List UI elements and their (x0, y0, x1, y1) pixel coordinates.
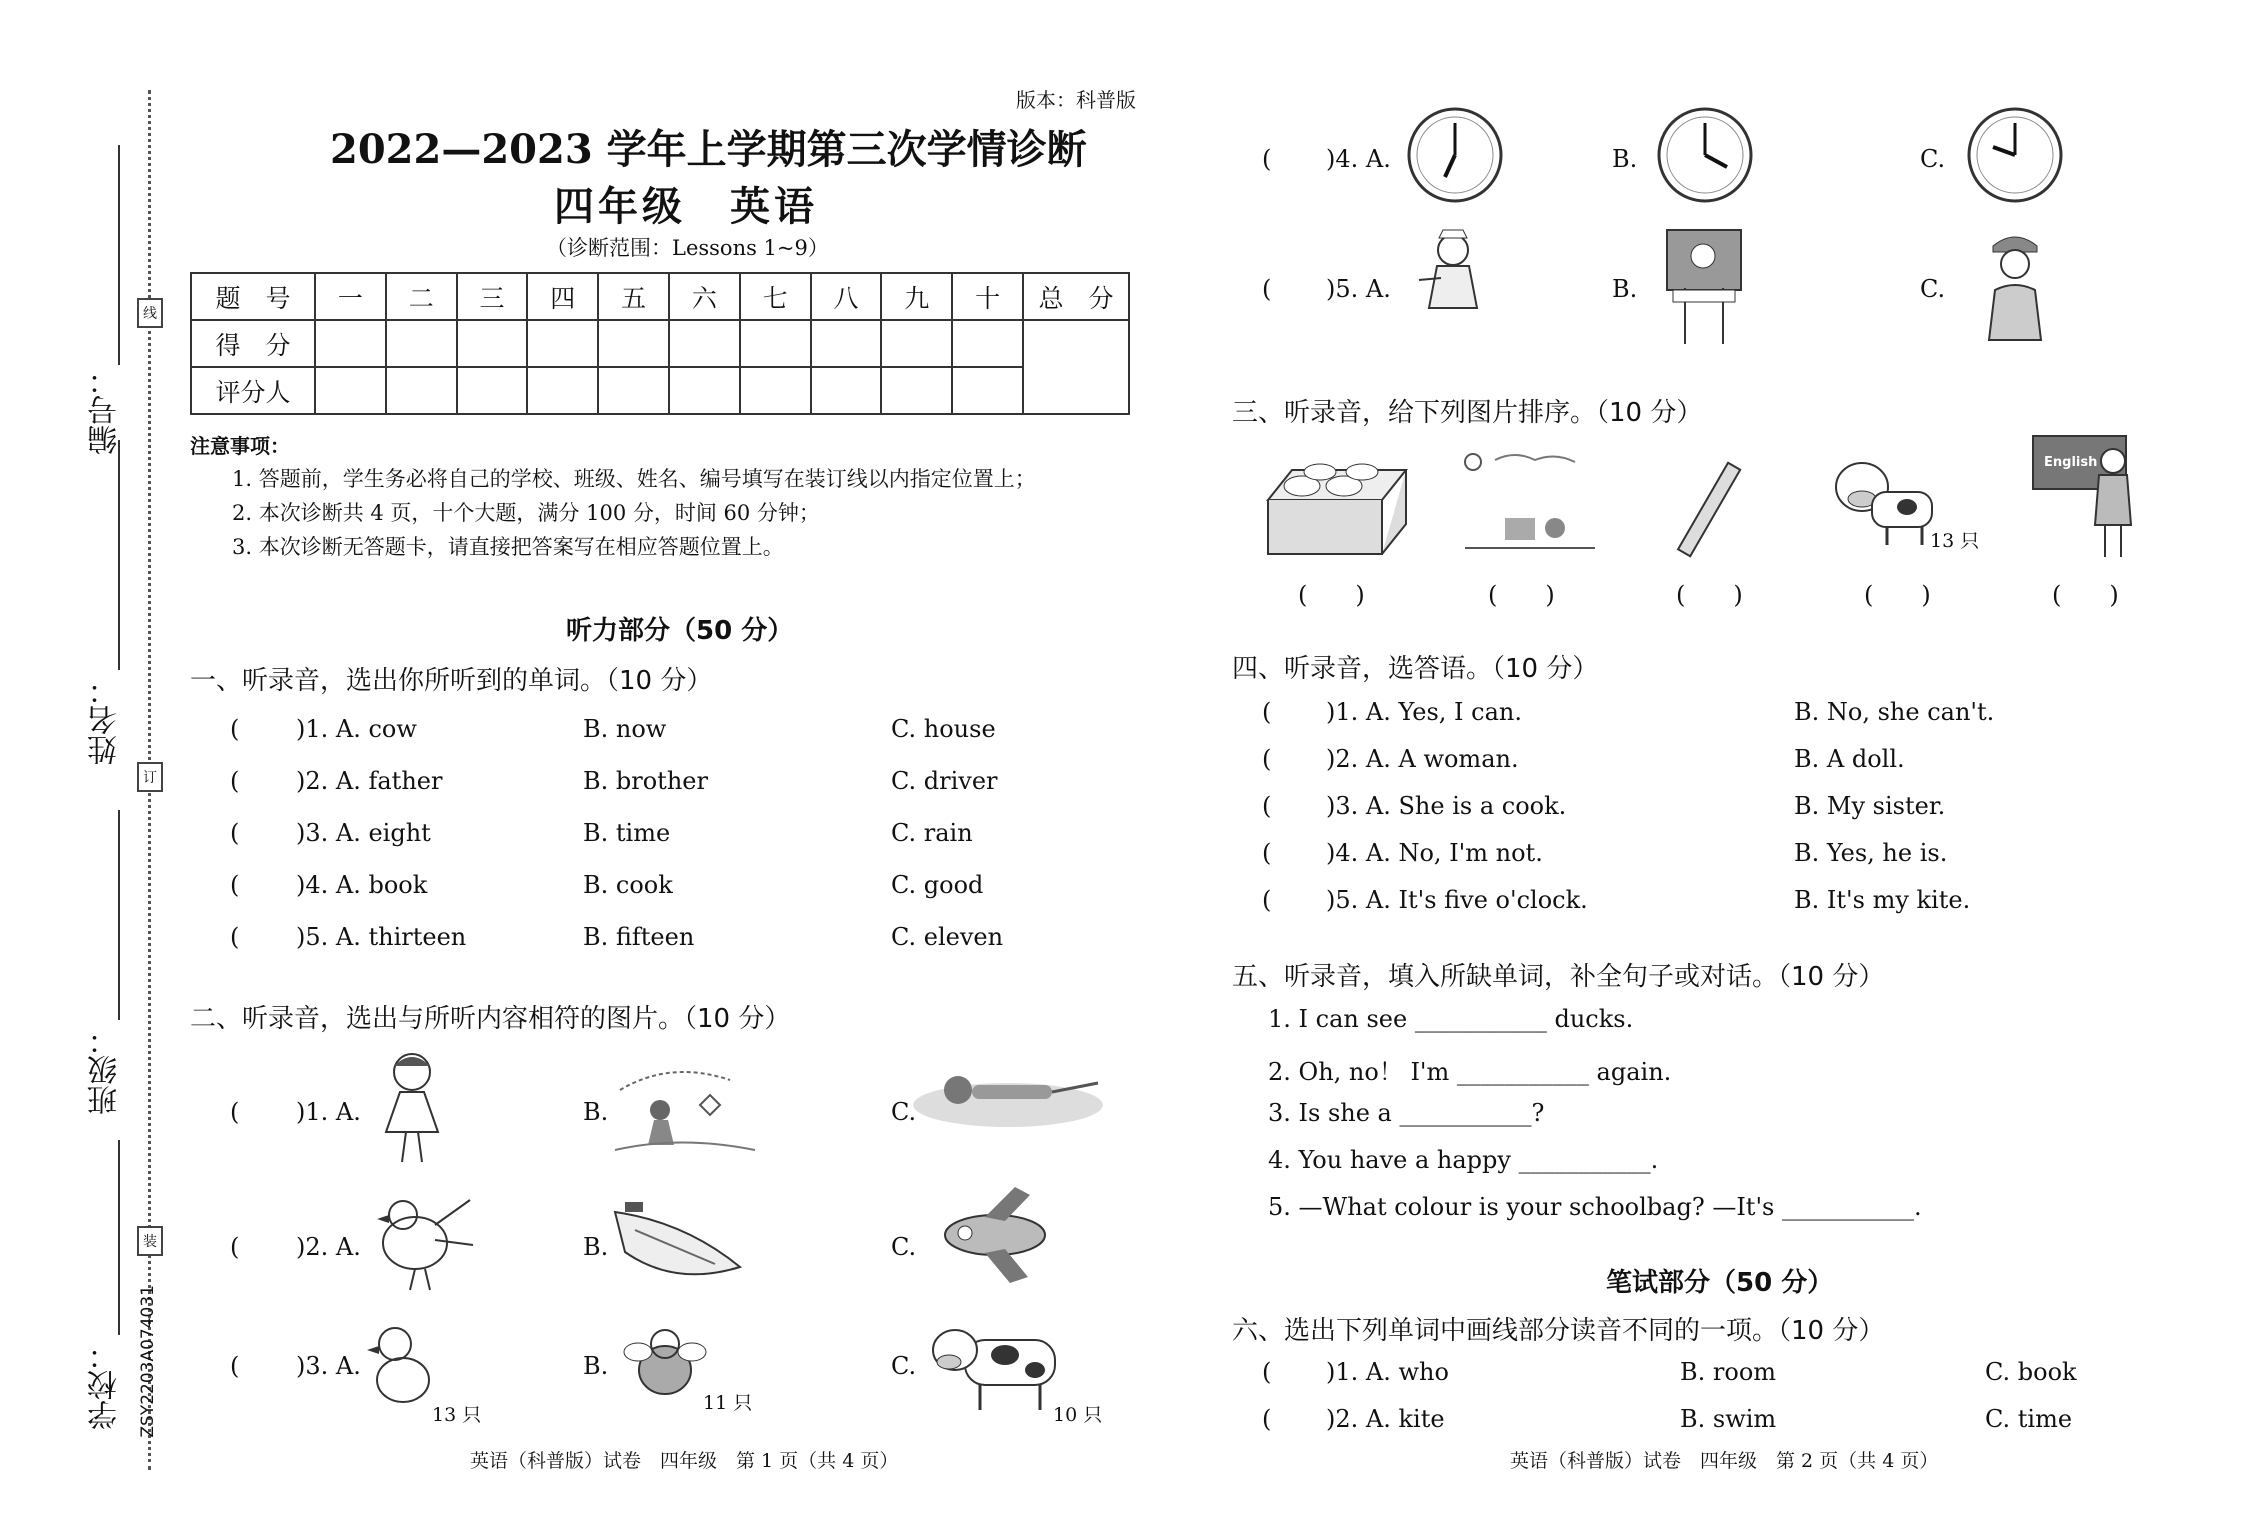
list-item[interactable]: )2. A. kite (1326, 1405, 1445, 1433)
score-header: 一 (315, 273, 386, 320)
section1-title: 一、听录音，选出你所听到的单词。（10 分） (190, 666, 713, 696)
clock-icon (1655, 105, 1755, 205)
answer-blank[interactable]: ( ) (2052, 581, 2119, 609)
grader-cell[interactable] (740, 367, 811, 414)
field-number[interactable] (118, 145, 120, 365)
score-header: 十 (952, 273, 1023, 320)
scope: （诊断范围：Lessons 1~9） (546, 236, 829, 260)
score-header: 七 (740, 273, 811, 320)
fill-blank-item[interactable]: 1. I can see ___________ ducks. (1268, 1005, 1634, 1033)
list-item[interactable]: B. brother (583, 767, 708, 795)
score-row-label: 得 分 (191, 320, 315, 367)
field-class[interactable] (118, 810, 120, 1020)
girl-dancing-icon (372, 1050, 452, 1165)
list-item[interactable]: C. (891, 1098, 917, 1126)
clock-icon (1965, 105, 2065, 205)
airplane-icon (930, 1185, 1060, 1285)
score-header: 总 分 (1023, 273, 1129, 320)
footer-page-2: 英语（科普版）试卷 四年级 第 2 页（共 4 页） (1510, 1450, 1939, 1472)
score-table (190, 272, 1130, 415)
score-header: 四 (527, 273, 598, 320)
list-item[interactable]: )2. A. father (296, 767, 443, 795)
score-header: 题 号 (191, 273, 315, 320)
score-table-header (191, 273, 1129, 320)
list-item[interactable]: C. good (891, 871, 984, 899)
notes-title: 注意事项： (190, 434, 290, 458)
list-item[interactable]: )3. A. (296, 1352, 361, 1380)
section2-title: 二、听录音，选出与所听内容相符的图片。（10 分） (190, 1004, 791, 1034)
ruler-icon (1670, 460, 1750, 560)
writing-title: 笔试部分（50 分） (1606, 1268, 1834, 1298)
count-label: 10 只 (1053, 1404, 1103, 1426)
score-cell[interactable] (669, 320, 740, 367)
score-header: 八 (811, 273, 882, 320)
total-score-cell[interactable] (1023, 320, 1129, 414)
note-item: 3. 本次诊断无答题卡，请直接把答案写在相应答题位置上。 (232, 535, 784, 559)
score-header: 六 (669, 273, 740, 320)
notes (232, 462, 1036, 564)
swimmer-icon (908, 1055, 1108, 1135)
grader-row (191, 367, 1129, 414)
list-item[interactable]: )1. A. (296, 1098, 361, 1126)
count-label: 11 只 (703, 1392, 753, 1414)
fill-blank-item[interactable]: 4. You have a happy ___________. (1268, 1146, 1659, 1174)
score-cell[interactable] (811, 320, 882, 367)
grader-cell[interactable] (457, 367, 528, 414)
list-item[interactable]: B. swim (1680, 1405, 1777, 1433)
answer-blank[interactable]: ( ) (1298, 581, 1365, 609)
score-cell[interactable] (740, 320, 811, 367)
binding-mark-bind: 装 (137, 1226, 163, 1256)
list-item[interactable]: C. (1920, 275, 1946, 303)
list-item[interactable]: )5. A. It's five o'clock. (1326, 886, 1588, 914)
grader-cell[interactable] (315, 367, 386, 414)
binding-mark-line: 线 (137, 298, 163, 328)
list-item[interactable]: C. eleven (891, 923, 1004, 951)
score-cell[interactable] (881, 320, 952, 367)
list-item[interactable]: B. Yes, he is. (1794, 839, 1948, 867)
score-cell[interactable] (598, 320, 669, 367)
paper-code: ZSY2203A074031 (138, 1285, 158, 1438)
version-label: 版本：科普版 (1016, 88, 1136, 112)
list-item[interactable]: C. driver (891, 767, 998, 795)
count-label: 13 只 (432, 1404, 482, 1426)
grader-cell[interactable] (598, 367, 669, 414)
grader-cell[interactable] (669, 367, 740, 414)
list-item[interactable]: B. time (583, 819, 671, 847)
english-class-picture (2032, 435, 2137, 560)
list-item[interactable]: )5. A. (1326, 275, 1391, 303)
score-header: 三 (457, 273, 528, 320)
list-item[interactable]: B. My sister. (1794, 792, 1946, 820)
boat-icon (605, 1192, 745, 1292)
bird-icon (355, 1185, 475, 1295)
listening-title: 听力部分（50 分） (566, 616, 794, 646)
list-item[interactable]: )4. A. No, I'm not. (1326, 839, 1543, 867)
clock-icon (1405, 105, 1505, 205)
list-item[interactable]: B. No, she can't. (1794, 698, 1995, 726)
label-name: 姓名： (88, 675, 123, 765)
answer-blank[interactable]: ( ) (1488, 581, 1555, 609)
teacher-icon (2087, 445, 2137, 560)
section3-title: 三、听录音，给下列图片排序。（10 分） (1232, 398, 1703, 428)
bee-icon (620, 1322, 710, 1402)
list-item[interactable]: )4. A. (1326, 145, 1391, 173)
list-item[interactable]: B. It's my kite. (1794, 886, 1971, 914)
score-header: 五 (598, 273, 669, 320)
list-item[interactable]: C. (891, 1352, 917, 1380)
grader-cell[interactable] (952, 367, 1023, 414)
field-name[interactable] (118, 440, 120, 670)
list-item[interactable]: B. fifteen (583, 923, 695, 951)
grader-cell[interactable] (881, 367, 952, 414)
list-item[interactable]: B. (1612, 275, 1638, 303)
page-subtitle: 四年级 英语 (554, 184, 818, 230)
list-item[interactable]: )3. A. She is a cook. (1326, 792, 1567, 820)
bowls-box-icon (1262, 450, 1412, 560)
list-item[interactable]: B. cook (583, 871, 673, 899)
fill-blank-item[interactable]: 3. Is she a ___________? (1268, 1099, 1545, 1127)
score-header: 九 (881, 273, 952, 320)
cow-icon (1832, 447, 1942, 547)
list-item[interactable]: )5. A. thirteen (296, 923, 467, 951)
list-item[interactable]: C. rain (891, 819, 973, 847)
fill-blank-item[interactable]: 2. Oh, no！ I'm ___________ again. (1268, 1058, 1672, 1086)
list-item[interactable]: C. (891, 1233, 917, 1261)
answer-blank[interactable]: ( ) (1676, 581, 1743, 609)
grader-row-label: 评分人 (191, 367, 315, 414)
list-item[interactable]: C. (1920, 145, 1946, 173)
grader-cell[interactable] (811, 367, 882, 414)
label-number: 编号： (88, 365, 123, 455)
nurse-icon (1415, 228, 1495, 313)
list-item[interactable]: C. house (891, 715, 996, 743)
score-cell[interactable] (952, 320, 1023, 367)
list-item[interactable]: )1. A. who (1326, 1358, 1449, 1386)
page-title: 2022—2023 学年上学期第三次学情诊断 (330, 126, 1087, 173)
list-item[interactable]: )2. A. A woman. (1326, 745, 1519, 773)
score-cell[interactable] (457, 320, 528, 367)
list-item[interactable]: B. (1612, 145, 1638, 173)
footer-page-1: 英语（科普版）试卷 四年级 第 1 页（共 4 页） (470, 1450, 899, 1472)
score-header: 二 (386, 273, 457, 320)
section4-title: 四、听录音，选答语。（10 分） (1232, 654, 1599, 684)
list-item[interactable]: )4. A. book (296, 871, 428, 899)
score-cell[interactable] (315, 320, 386, 367)
label-school: 学校： (88, 1340, 123, 1430)
score-row (191, 320, 1129, 367)
cow-icon (925, 1310, 1065, 1415)
grader-cell[interactable] (386, 367, 457, 414)
park-scene-icon (1455, 448, 1605, 558)
label-class: 班级： (88, 1025, 123, 1115)
list-item[interactable]: )1. A. cow (296, 715, 417, 743)
blackboard-text: English (2032, 435, 2127, 490)
list-item[interactable]: C. time (1985, 1405, 2073, 1433)
score-cell[interactable] (386, 320, 457, 367)
note-item: 2. 本次诊断共 4 页，十个大题，满分 100 分，时间 60 分钟； (232, 501, 820, 525)
teacher-blackboard-icon (1665, 228, 1745, 348)
duck-icon (365, 1318, 435, 1413)
score-cell[interactable] (527, 320, 598, 367)
grader-cell[interactable] (527, 367, 598, 414)
list-item[interactable]: B. (583, 1098, 609, 1126)
list-item[interactable]: B. A doll. (1794, 745, 1905, 773)
section6-title: 六、选出下列单词中画线部分读音不同的一项。（10 分） (1232, 1316, 1885, 1346)
count-label: 13 只 (1930, 530, 1980, 552)
list-item[interactable]: B. (583, 1352, 609, 1380)
fill-blank-item[interactable]: 5. —What colour is your schoolbag? —It's ___________. (1268, 1193, 1922, 1221)
list-item[interactable]: )3. A. eight (296, 819, 431, 847)
kids-playing-icon (610, 1050, 760, 1160)
answer-blank[interactable]: ( ) (1864, 581, 1931, 609)
list-item[interactable]: C. book (1985, 1358, 2077, 1386)
woman-driver-icon (1975, 228, 2055, 343)
list-item[interactable]: B. now (583, 715, 667, 743)
field-school[interactable] (118, 1140, 120, 1335)
list-item[interactable]: B. (583, 1233, 609, 1261)
binding-mark-staple: 订 (137, 762, 163, 792)
list-item[interactable]: )2. A. (296, 1233, 361, 1261)
note-item: 1. 答题前，学生务必将自己的学校、班级、姓名、编号填写在装订线以内指定位置上； (232, 467, 1036, 491)
list-item[interactable]: )1. A. Yes, I can. (1326, 698, 1522, 726)
list-item[interactable]: B. room (1680, 1358, 1777, 1386)
section5-title: 五、听录音，填入所缺单词，补全句子或对话。（10 分） (1232, 962, 1885, 992)
